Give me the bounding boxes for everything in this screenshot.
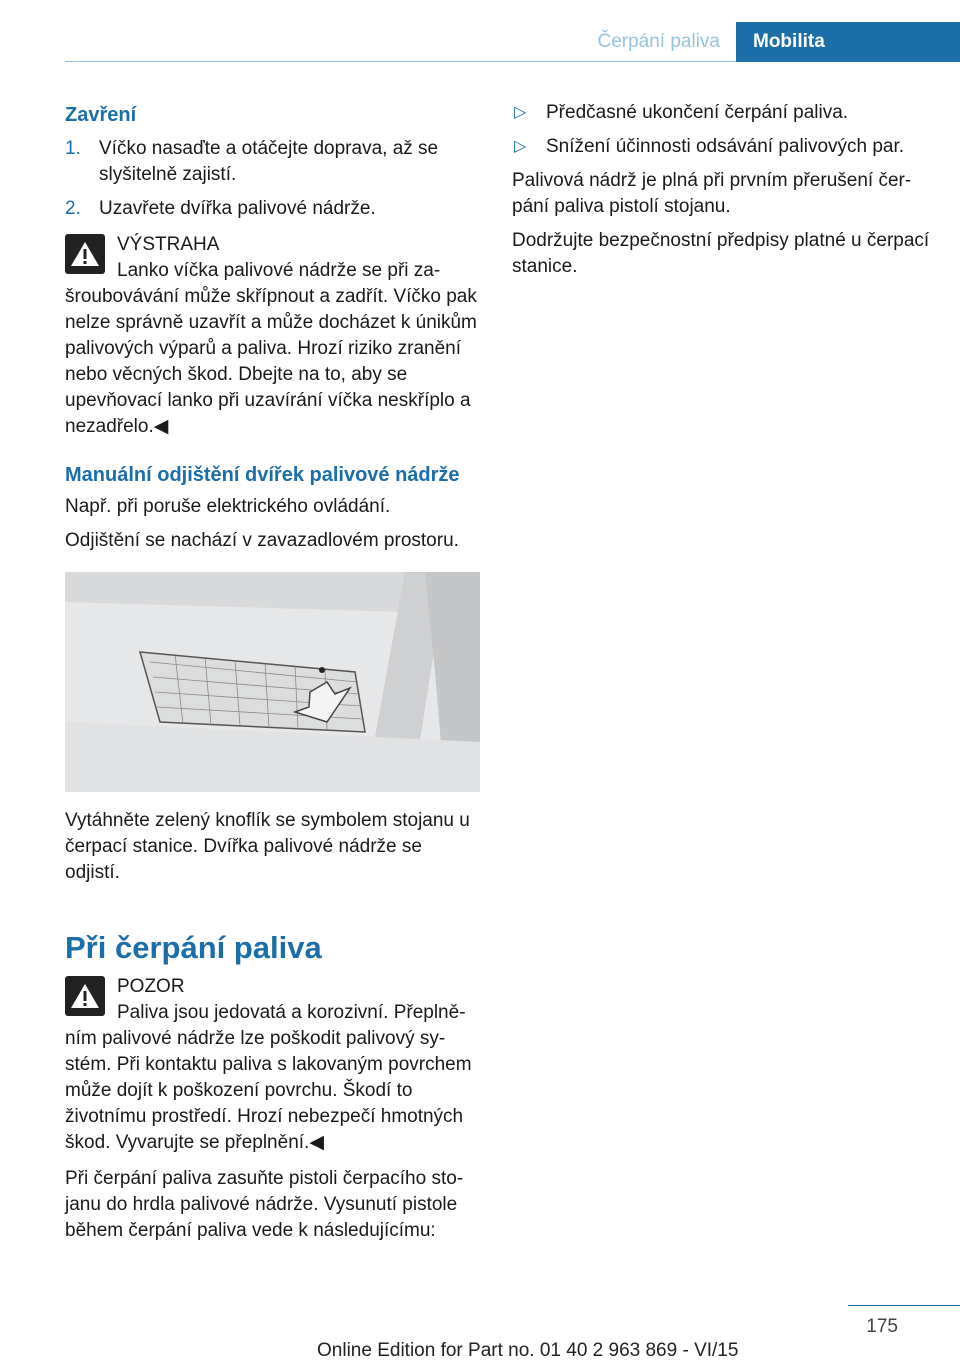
chapter-tab[interactable]: Mobilita [736,22,960,62]
caution-text: Paliva jsou jedovatá a korozivní. Přeplněním palivové nádrže lze poškodit palivový systém. Při kontaktu paliva s lakovaným povrchem může dojít k poškození povrchu. Škodí to životnímu prostředí. Hrozí nebezpečí hmotných škod. Vyvarujte se přeplnění.◀ [65,1002,472,1153]
left-column [65,100,480,1252]
caution-title: POZOR [117,976,185,997]
refuel-paragraph: Při čerpání paliva zasuňte pistoli čerpacího stojanu do hrdla palivové nádrže. Vysunutí pistole během čerpání paliva vede k následujícímu: [65,1168,464,1241]
heading-manual-release: Manuální odjištění dvířek palivové nádrže [65,464,460,486]
list-item [512,134,932,160]
warning-block [65,232,480,440]
triangle-bullet-icon: ▷ [514,104,527,121]
manual-release-intro: Např. při poruše elektrického ovládání. [65,496,391,517]
edition-footer: Online Edition for Part no. 01 40 2 963 869 - VI/15 [317,1340,739,1361]
tank-full-paragraph: Palivová nádrž je plná při prvním přerušení čerpání paliva pistolí stojanu. [512,170,912,217]
list-item-text: Předčasné ukončení čerpání paliva. [546,102,849,123]
page-header [0,0,960,62]
step-item [65,136,480,188]
heading-close: Zavření [65,104,137,126]
trunk-release-photo [65,572,480,792]
footer-rule [848,1305,960,1306]
caution-triangle-icon [65,976,105,1016]
consequence-list [512,100,932,160]
step-item [65,196,480,222]
list-item-text: Snížení účinnosti odsávání palivových par. [546,136,905,157]
warning-triangle-icon [65,234,105,274]
manual-release-location: Odjištění se nachází v zavazadlovém prostoru. [65,530,459,551]
step-number: 2. [65,198,81,219]
triangle-bullet-icon: ▷ [514,138,527,155]
heading-refueling: Při čerpání paliva [65,930,322,965]
photo-caption: Vytáhněte zelený knoflík se symbolem stojanu u čerpací stanice. Dvířka palivové nádrže se odjistí. [65,810,470,883]
safety-paragraph: Dodržujte bezpečnostní předpisy platné u čerpací stanice. [512,230,930,277]
section-tab[interactable]: Čerpání paliva [597,31,720,52]
step-text: Uzavřete dvířka palivové nádrže. [99,198,376,219]
step-number: 1. [65,138,81,159]
right-column [512,100,932,288]
caution-block [65,974,480,1156]
warning-title: VÝSTRAHA [117,234,220,255]
closing-steps [65,136,480,222]
page-number: 175 [866,1316,898,1337]
step-text: Víčko nasaďte a otáčejte doprava, až se slyšitelně zajistí. [99,138,439,185]
warning-text: Lanko víčka palivové nádrže se při zašroubovávání může skřípnout a zadřít. Víčko pak nelze správně uzavřít a může docházet k únikům palivových výparů a paliva. Hrozí riziko zranění nebo věcných škod. Dbejte na to, aby se upevňovací lanko při uzavírání víčka neskříplo a nezadřelo.◀ [65,260,477,437]
list-item [512,100,932,126]
